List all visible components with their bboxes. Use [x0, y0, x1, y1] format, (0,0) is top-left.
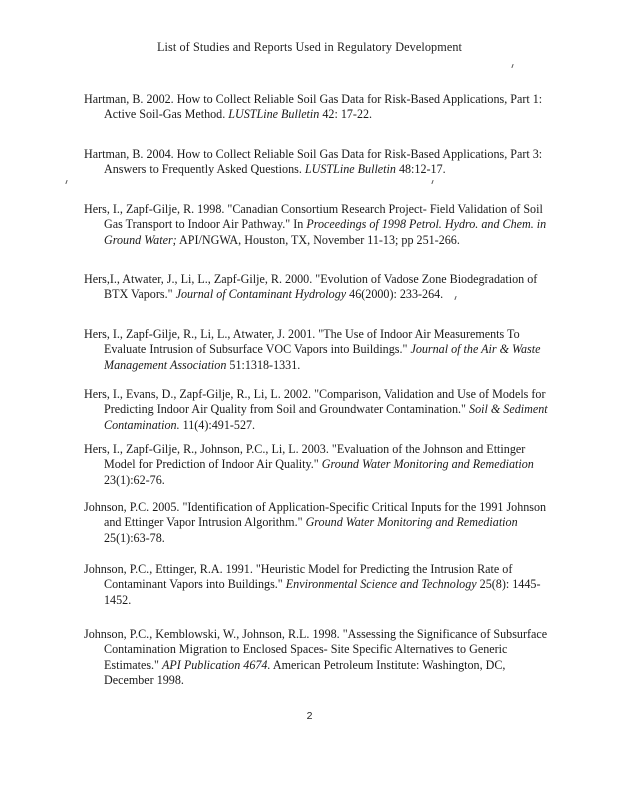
- reference-citation: 42: 17-22.: [319, 107, 373, 122]
- reference-journal: Ground Water Monitoring and Remediation: [305, 515, 518, 530]
- reference-text: Hartman, B. 2002. How to Collect Reliable Soil Gas Data for Risk-Based Applications, Part 1: Active Soil-Gas Method.: [84, 92, 543, 122]
- reference-citation: 25(8): 1445-1452.: [104, 577, 541, 607]
- scan-speck: [511, 64, 513, 68]
- page-header-title: List of Studies and Reports Used in Regulatory Development: [156, 40, 463, 54]
- reference-entry: [84, 202, 554, 248]
- reference-entry: [84, 92, 554, 123]
- reference-citation: 25(1):63-78.: [104, 530, 165, 545]
- reference-journal: LUSTLine Bulletin: [304, 162, 396, 177]
- scan-speck: [65, 180, 67, 184]
- reference-citation: 51:1318-1331.: [226, 357, 301, 372]
- reference-citation: 23(1):62-76.: [104, 472, 165, 487]
- reference-entry: [84, 327, 554, 373]
- reference-entry: [84, 627, 554, 689]
- reference-text: Hers, I., Evans, D., Zapf-Gilje, R., Li, L. 2002. "Comparison, Validation and Use of Models for Predicting Indoor Air Quality from Soil and Groundwater Contamination.": [84, 387, 546, 417]
- reference-text: Johnson, P.C., Kemblowski, W., Johnson, R.L. 1998. "Assessing the Significance of Subsurface Contamination Migration to Enclosed Spaces- Site Specific Alternatives to Generic Estimates.": [84, 627, 548, 672]
- reference-entry: [84, 562, 554, 608]
- reference-journal: Proceedings of 1998 Petrol. Hydro. and Chem. in Ground Water;: [104, 217, 547, 247]
- reference-journal: Ground Water Monitoring and Remediation: [321, 457, 534, 472]
- scan-speck: [431, 180, 433, 184]
- reference-text: Hers, I., Zapf-Gilje, R. 1998. "Canadian Consortium Research Project- Field Validation of Soil Gas Transport to Indoor Air Pathway." In: [84, 202, 543, 232]
- reference-entry: [84, 500, 554, 546]
- reference-journal: LUSTLine Bulletin: [228, 107, 320, 122]
- reference-text: Hers, I., Zapf-Gilje, R., Li, L., Atwater, J. 2001. "The Use of Indoor Air Measurements To Evaluate Intrusion of Subsurface VOC Vapors into Buildings.": [84, 327, 520, 357]
- reference-entry: [84, 387, 554, 433]
- reference-text: Johnson, P.C., Ettinger, R.A. 1991. "Heuristic Model for Predicting the Intrusion Rate of Contaminant Vapors into Buildings.": [84, 562, 513, 592]
- reference-citation: 48:12-17.: [395, 162, 446, 177]
- reference-citation: API/NGWA, Houston, TX, November 11-13; pp 251-266.: [176, 232, 460, 247]
- reference-citation: American Petroleum Institute: Washington, DC, December 1998.: [104, 657, 506, 688]
- reference-journal: API Publication 4674.: [162, 657, 271, 672]
- reference-journal: Environmental Science and Technology: [285, 577, 477, 592]
- reference-text: Hers, I., Zapf-Gilje, R., Johnson, P.C., Li, L. 2003. "Evaluation of the Johnson and Ettinger Model for Prediction of Indoor Air Quality.": [84, 442, 526, 472]
- reference-text: Hers,I., Atwater, J., Li, L., Zapf-Gilje, R. 2000. "Evolution of Vadose Zone Biodegradation of BTX Vapors.": [84, 272, 538, 302]
- reference-text: Johnson, P.C. 2005. "Identification of Application-Specific Critical Inputs for the 1991 Johnson and Ettinger Vapor Intrusion Algorithm.": [84, 500, 547, 530]
- reference-entry: [84, 442, 554, 488]
- reference-entry: [84, 272, 554, 303]
- reference-entry: [84, 147, 554, 178]
- reference-journal: Journal of the Air & Waste Management Association: [104, 342, 541, 372]
- page-number: 2: [306, 710, 313, 722]
- reference-citation: 11(4):491-527.: [179, 417, 256, 432]
- reference-citation: 46(2000): 233-264.: [346, 287, 444, 302]
- reference-journal: Journal of Contaminant Hydrology: [175, 287, 347, 302]
- reference-journal: Soil & Sediment Contamination.: [104, 402, 548, 432]
- reference-text: Hartman, B. 2004. How to Collect Reliable Soil Gas Data for Risk-Based Applications, Part 3: Answers to Frequently Asked Questions.: [84, 147, 543, 177]
